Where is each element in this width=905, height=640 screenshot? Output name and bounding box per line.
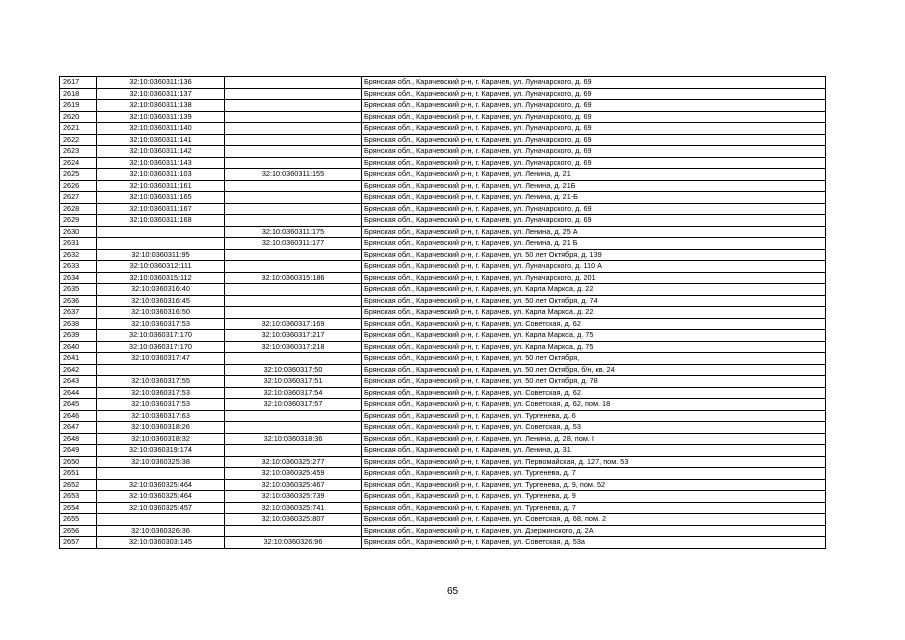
table-row [60,307,826,319]
cell-row-number: 2620 [60,111,97,123]
cell-cadastral-number: 32:10:0360326:36 [97,525,225,537]
cell-address: Брянская обл., Карачевский р-н, г. Карачев, ул. Луначарского, д. 69 [362,215,826,227]
cell-row-number: 2645 [60,399,97,411]
cell-cadastral-number: 32:10:0360317:53 [97,318,225,330]
cell-cadastral-number: 32:10:0360318:26 [97,422,225,434]
cell-parent-cadastral-number: 32:10:0360325:741 [225,502,362,514]
cell-parent-cadastral-number [225,307,362,319]
cell-parent-cadastral-number: 32:10:0360325:459 [225,468,362,480]
table-row [60,77,826,89]
cell-cadastral-number: 32:10:0360311:136 [97,77,225,89]
cell-parent-cadastral-number: 32:10:0360311:175 [225,226,362,238]
cell-parent-cadastral-number: 32:10:0360326:96 [225,537,362,549]
cell-address: Брянская обл., Карачевский р-н, г. Карачев, ул. Луначарского, д. 69 [362,203,826,215]
cell-row-number: 2626 [60,180,97,192]
cell-parent-cadastral-number: 32:10:0360325:807 [225,514,362,526]
cell-cadastral-number: 32:10:0360311:165 [97,192,225,204]
cell-parent-cadastral-number: 32:10:0360315:186 [225,272,362,284]
cell-row-number: 2648 [60,433,97,445]
table-row [60,330,826,342]
cell-address: Брянская обл., Карачевский р-н, г. Карачев, ул. 50 лет Октября, д. 139 [362,249,826,261]
cell-row-number: 2647 [60,422,97,434]
cell-address: Брянская обл., Карачевский р-н, г. Карачев, ул. Ленина, д. 31 [362,445,826,457]
cell-row-number: 2651 [60,468,97,480]
cell-cadastral-number: 32:10:0360311:141 [97,134,225,146]
cell-parent-cadastral-number [225,192,362,204]
cell-row-number: 2631 [60,238,97,250]
cell-address: Брянская обл., Карачевский р-н, г. Карачев, ул. Советская, д. 62, пом. 18 [362,399,826,411]
cell-address: Брянская обл., Карачевский р-н, г. Карачев, ул. Советская, д. 53а [362,537,826,549]
table-row [60,387,826,399]
cell-cadastral-number: 32:10:0360311:103 [97,169,225,181]
cell-parent-cadastral-number [225,77,362,89]
table-row [60,192,826,204]
cell-cadastral-number: 32:10:0360311:167 [97,203,225,215]
cell-parent-cadastral-number: 32:10:0360317:51 [225,376,362,388]
cell-cadastral-number [97,226,225,238]
table-row [60,422,826,434]
cell-row-number: 2639 [60,330,97,342]
cell-row-number: 2619 [60,100,97,112]
table-row [60,502,826,514]
cell-parent-cadastral-number: 32:10:0360317:50 [225,364,362,376]
cell-cadastral-number: 32:10:0360311:143 [97,157,225,169]
cell-address: Брянская обл., Карачевский р-н, г. Карачев, ул. Луначарского, д. 69 [362,77,826,89]
table-row [60,295,826,307]
cell-cadastral-number: 32:10:0360316:45 [97,295,225,307]
registry-table [59,76,826,549]
cell-row-number: 2635 [60,284,97,296]
cell-address: Брянская обл., Карачевский р-н, г. Карачев, ул. Ленина, д. 28, пом. I [362,433,826,445]
cell-cadastral-number: 32:10:0360316:40 [97,284,225,296]
cell-parent-cadastral-number [225,203,362,215]
cell-cadastral-number: 32:10:0360316:50 [97,307,225,319]
table-row [60,479,826,491]
table-row [60,318,826,330]
table-row [60,376,826,388]
cell-address: Брянская обл., Карачевский р-н, г. Карачев, ул. Первомайская, д. 127, пом. 53 [362,456,826,468]
table-row [60,514,826,526]
cell-row-number: 2655 [60,514,97,526]
table-row [60,157,826,169]
cell-row-number: 2646 [60,410,97,422]
cell-row-number: 2644 [60,387,97,399]
cell-cadastral-number [97,468,225,480]
cell-cadastral-number: 32:10:0360311:139 [97,111,225,123]
cell-row-number: 2627 [60,192,97,204]
cell-parent-cadastral-number [225,123,362,135]
table-row [60,364,826,376]
cell-parent-cadastral-number: 32:10:0360325:467 [225,479,362,491]
table-row [60,537,826,549]
cell-row-number: 2636 [60,295,97,307]
table-row [60,491,826,503]
cell-row-number: 2637 [60,307,97,319]
table-row [60,445,826,457]
cell-address: Брянская обл., Карачевский р-н, г. Карачев, ул. Луначарского, д. 69 [362,100,826,112]
cell-address: Брянская обл., Карачевский р-н, г. Карачев, ул. Луначарского, д. 69 [362,88,826,100]
cell-cadastral-number: 32:10:0360311:168 [97,215,225,227]
cell-parent-cadastral-number [225,100,362,112]
table-row [60,272,826,284]
cell-row-number: 2653 [60,491,97,503]
table-row [60,284,826,296]
cell-cadastral-number: 32:10:0360311:137 [97,88,225,100]
cell-cadastral-number: 32:10:0360311:138 [97,100,225,112]
cell-cadastral-number: 32:10:0360318:32 [97,433,225,445]
cell-parent-cadastral-number: 32:10:0360318:36 [225,433,362,445]
cell-row-number: 2617 [60,77,97,89]
cell-parent-cadastral-number [225,157,362,169]
cell-address: Брянская обл., Карачевский р-н, г. Карачев, ул. Тургенева, д. 7 [362,468,826,480]
cell-parent-cadastral-number: 32:10:0360317:217 [225,330,362,342]
table-row [60,100,826,112]
table-row [60,226,826,238]
cell-row-number: 2625 [60,169,97,181]
cell-row-number: 2621 [60,123,97,135]
cell-parent-cadastral-number [225,422,362,434]
cell-address: Брянская обл., Карачевский р-н, г. Карачев, ул. 50 лет Октября, [362,353,826,365]
cell-parent-cadastral-number [225,215,362,227]
cell-cadastral-number: 32:10:0360311:161 [97,180,225,192]
cell-parent-cadastral-number: 32:10:0360325:277 [225,456,362,468]
cell-address: Брянская обл., Карачевский р-н, г. Карачев, ул. Ленина, д. 21Б [362,180,826,192]
cell-parent-cadastral-number: 32:10:0360311:155 [225,169,362,181]
cell-row-number: 2624 [60,157,97,169]
cell-row-number: 2641 [60,353,97,365]
cell-cadastral-number: 32:10:0360311:140 [97,123,225,135]
cell-cadastral-number: 32:10:0360312:111 [97,261,225,273]
table-row [60,203,826,215]
table-row [60,238,826,250]
cell-row-number: 2634 [60,272,97,284]
registry-table-body [60,77,826,549]
cell-cadastral-number [97,238,225,250]
cell-address: Брянская обл., Карачевский р-н, г. Карачев, ул. Советская, д. 62 [362,318,826,330]
cell-cadastral-number: 32:10:0360325:464 [97,479,225,491]
cell-parent-cadastral-number [225,295,362,307]
table-row [60,456,826,468]
cell-address: Брянская обл., Карачевский р-н, г. Карачев, ул. 50 лет Октября, б/н, кв. 24 [362,364,826,376]
cell-row-number: 2643 [60,376,97,388]
cell-address: Брянская обл., Карачевский р-н, г. Карачев, ул. Луначарского, д. 69 [362,146,826,158]
cell-row-number: 2642 [60,364,97,376]
cell-cadastral-number: 32:10:0360311:142 [97,146,225,158]
table-row [60,169,826,181]
cell-cadastral-number: 32:10:0360325:457 [97,502,225,514]
page-number: 65 [446,586,459,597]
table-row [60,410,826,422]
cell-address: Брянская обл., Карачевский р-н, г. Карачев, ул. Тургенева, д. 7 [362,502,826,514]
cell-parent-cadastral-number [225,146,362,158]
cell-parent-cadastral-number: 32:10:0360317:57 [225,399,362,411]
table-row [60,433,826,445]
cell-cadastral-number: 32:10:0360319:174 [97,445,225,457]
cell-address: Брянская обл., Карачевский р-н, г. Карачев, ул. Дзержинского, д. 2А [362,525,826,537]
cell-cadastral-number: 32:10:0360317:53 [97,387,225,399]
table-row [60,180,826,192]
cell-row-number: 2657 [60,537,97,549]
cell-cadastral-number: 32:10:0360303:145 [97,537,225,549]
cell-parent-cadastral-number [225,525,362,537]
cell-address: Брянская обл., Карачевский р-н, г. Карачев, ул. Советская, д. 53 [362,422,826,434]
cell-cadastral-number: 32:10:0360317:170 [97,341,225,353]
cell-row-number: 2650 [60,456,97,468]
cell-address: Брянская обл., Карачевский р-н, г. Карачев, ул. Карла Маркса, д. 22 [362,307,826,319]
cell-parent-cadastral-number: 32:10:0360325:739 [225,491,362,503]
cell-address: Брянская обл., Карачевский р-н, г. Карачев, ул. Луначарского, д. 69 [362,123,826,135]
table-row [60,353,826,365]
cell-row-number: 2638 [60,318,97,330]
cell-address: Брянская обл., Карачевский р-н, г. Карачев, ул. 50 лет Октября, д. 78 [362,376,826,388]
cell-address: Брянская обл., Карачевский р-н, г. Карачев, ул. Луначарского, д. 69 [362,134,826,146]
cell-row-number: 2622 [60,134,97,146]
cell-row-number: 2654 [60,502,97,514]
cell-address: Брянская обл., Карачевский р-н, г. Карачев, ул. Луначарского, д. 69 [362,111,826,123]
cell-parent-cadastral-number [225,134,362,146]
cell-parent-cadastral-number [225,180,362,192]
cell-parent-cadastral-number [225,353,362,365]
table-row [60,146,826,158]
cell-parent-cadastral-number [225,88,362,100]
cell-address: Брянская обл., Карачевский р-н, г. Карачев, ул. Луначарского, д. 201 [362,272,826,284]
cell-address: Брянская обл., Карачевский р-н, г. Карачев, ул. Тургенева, д. 6 [362,410,826,422]
table-row [60,468,826,480]
cell-cadastral-number: 32:10:0360317:55 [97,376,225,388]
table-row [60,123,826,135]
cell-address: Брянская обл., Карачевский р-н, г. Карачев, ул. Ленина, д. 25 А [362,226,826,238]
cell-address: Брянская обл., Карачевский р-н, г. Карачев, ул. 50 лет Октября, д. 74 [362,295,826,307]
cell-address: Брянская обл., Карачевский р-н, г. Карачев, ул. Советская, д. 68, пом. 2 [362,514,826,526]
cell-parent-cadastral-number [225,249,362,261]
cell-row-number: 2649 [60,445,97,457]
cell-cadastral-number: 32:10:0360311:95 [97,249,225,261]
cell-parent-cadastral-number: 32:10:0360317:169 [225,318,362,330]
cell-parent-cadastral-number: 32:10:0360317:218 [225,341,362,353]
cell-address: Брянская обл., Карачевский р-н, г. Карачев, ул. Ленина, д. 21-Б [362,192,826,204]
cell-row-number: 2629 [60,215,97,227]
table-row [60,215,826,227]
cell-parent-cadastral-number [225,261,362,273]
cell-cadastral-number: 32:10:0360325:38 [97,456,225,468]
cell-parent-cadastral-number [225,111,362,123]
cell-address: Брянская обл., Карачевский р-н, г. Карачев, ул. Луначарского, д. 69 [362,157,826,169]
cell-cadastral-number: 32:10:0360317:53 [97,399,225,411]
cell-row-number: 2652 [60,479,97,491]
table-row [60,249,826,261]
cell-address: Брянская обл., Карачевский р-н, г. Карачев, ул. Тургенева, д. 9 [362,491,826,503]
table-row [60,261,826,273]
cell-address: Брянская обл., Карачевский р-н, г. Карачев, ул. Карла Маркса, д. 75 [362,330,826,342]
cell-row-number: 2630 [60,226,97,238]
cell-cadastral-number: 32:10:0360325:464 [97,491,225,503]
table-row [60,525,826,537]
cell-row-number: 2632 [60,249,97,261]
cell-parent-cadastral-number [225,445,362,457]
cell-parent-cadastral-number: 32:10:0360311:177 [225,238,362,250]
cell-row-number: 2618 [60,88,97,100]
cell-row-number: 2628 [60,203,97,215]
cell-cadastral-number [97,514,225,526]
cell-row-number: 2656 [60,525,97,537]
table-row [60,111,826,123]
table-row [60,399,826,411]
cell-address: Брянская обл., Карачевский р-н, г. Карачев, ул. Карла Маркса, д. 75 [362,341,826,353]
cell-parent-cadastral-number [225,284,362,296]
cell-row-number: 2623 [60,146,97,158]
cell-address: Брянская обл., Карачевский р-н, г. Карачев, ул. Ленина, д. 21 [362,169,826,181]
cell-row-number: 2640 [60,341,97,353]
cell-cadastral-number [97,364,225,376]
cell-cadastral-number: 32:10:0360317:63 [97,410,225,422]
cell-parent-cadastral-number: 32:10:0360317:54 [225,387,362,399]
cell-cadastral-number: 32:10:0360317:170 [97,330,225,342]
cell-address: Брянская обл., Карачевский р-н, г. Карачев, ул. Ленина, д. 21 Б [362,238,826,250]
cell-address: Брянская обл., Карачевский р-н, г. Карачев, ул. Луначарского, д. 110 А [362,261,826,273]
cell-row-number: 2633 [60,261,97,273]
table-row [60,134,826,146]
cell-cadastral-number: 32:10:0360315:112 [97,272,225,284]
cell-cadastral-number: 32:10:0360317:47 [97,353,225,365]
cell-parent-cadastral-number [225,410,362,422]
cell-address: Брянская обл., Карачевский р-н, г. Карачев, ул. Тургенева, д. 9, пом. 52 [362,479,826,491]
cell-address: Брянская обл., Карачевский р-н, г. Карачев, ул. Карла Маркса, д. 22 [362,284,826,296]
cell-address: Брянская обл., Карачевский р-н, г. Карачев, ул. Советская, д. 62 [362,387,826,399]
table-row [60,88,826,100]
table-row [60,341,826,353]
